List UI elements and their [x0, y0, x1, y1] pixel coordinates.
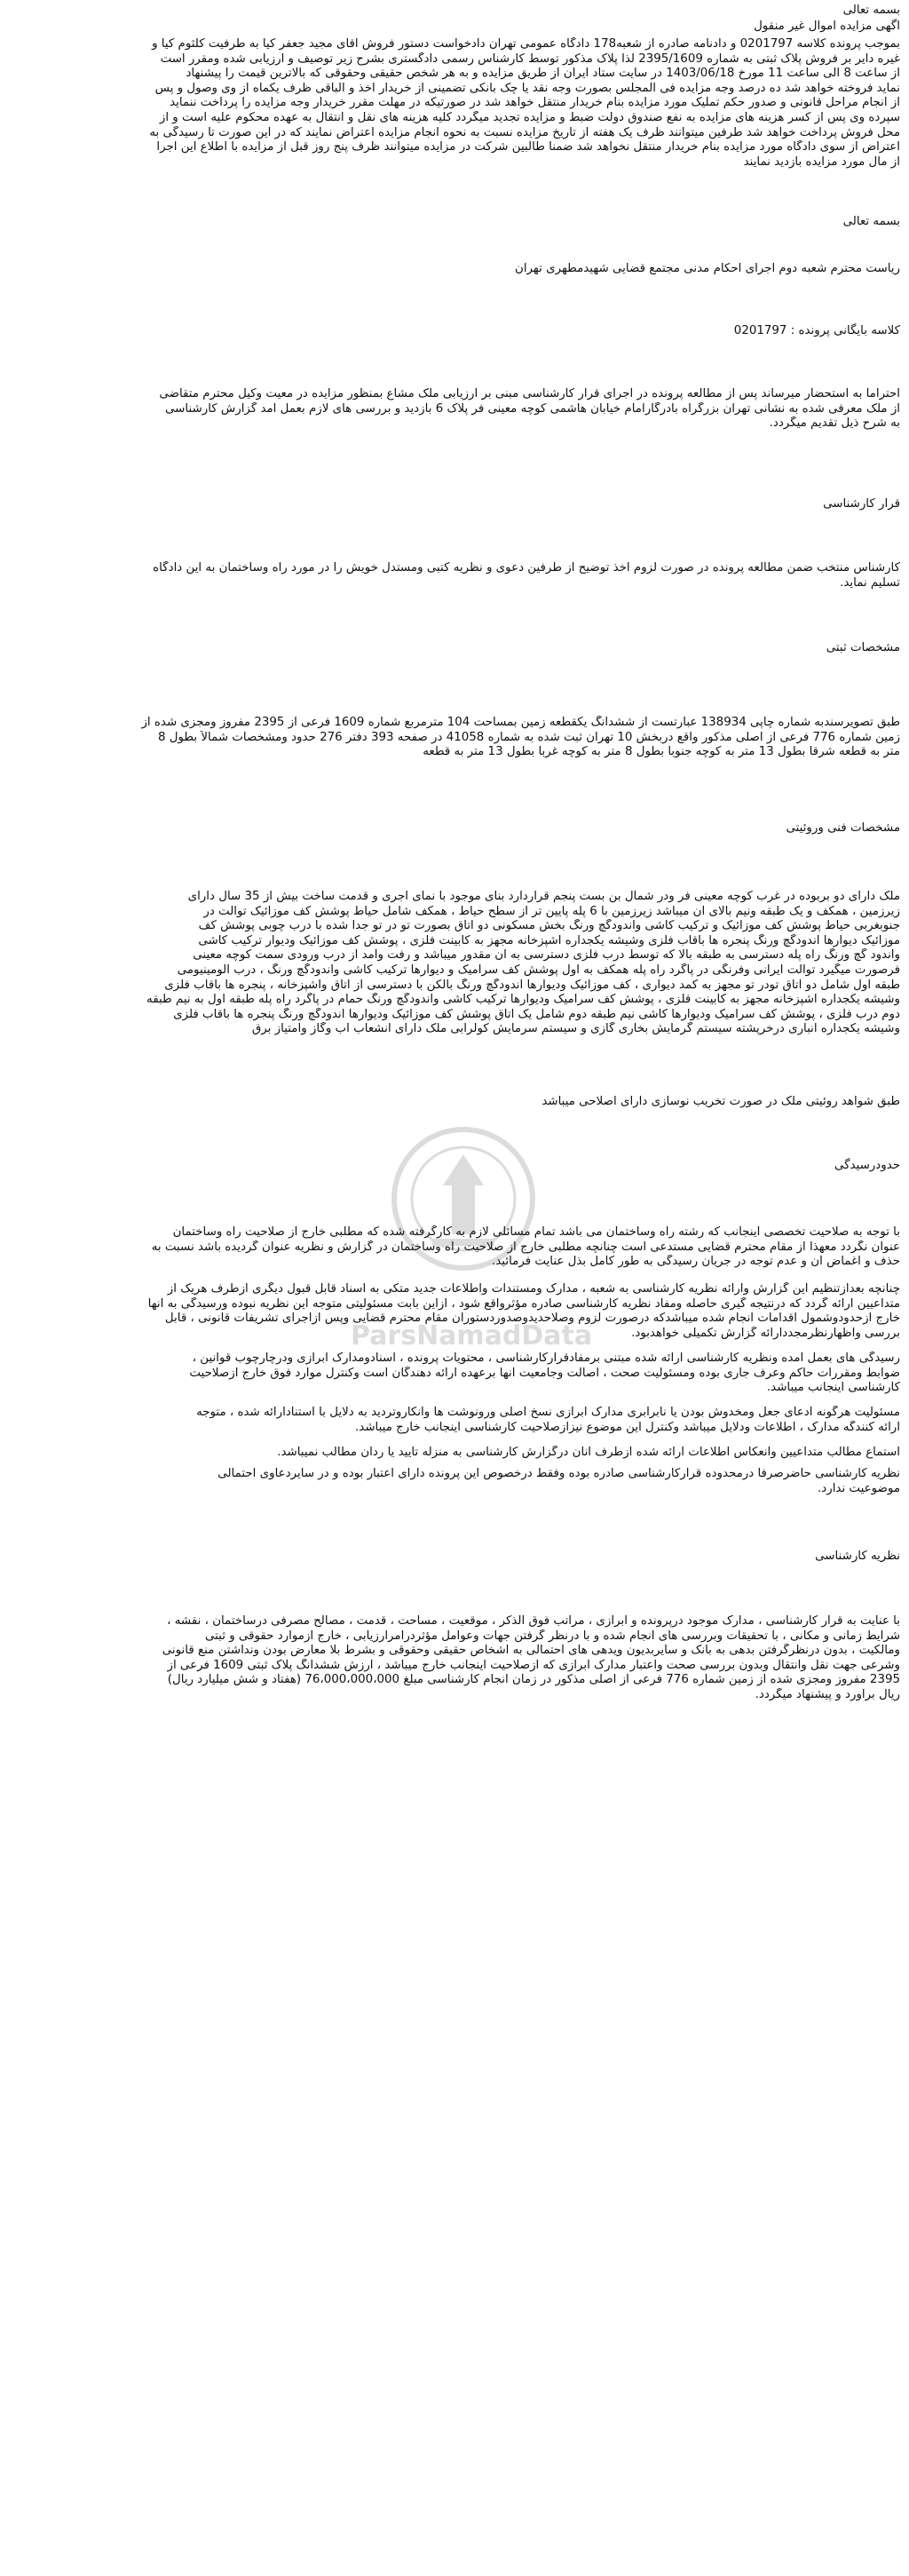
text-line: از ساعت 8 الی ساعت 11 مورخ 1403/06/18 در سایت ستاد ایران از طریق مزایده و به هر شخص حقیقی وحقوقی که بالاترین قیمت را پیشنهاد [186, 67, 900, 81]
top-heading: بسمه تعالی [842, 4, 900, 17]
text-line: ارائه کنندگه مدارک ، اطلاعات ودلایل میباشد وکنترل این موضوع نیزازصلاحیت کارشناسی اینجانب خارج میباشد. [355, 1420, 900, 1434]
text-line: شرایط زمانی و مکانی ، با تحقیقات وبررسی های انجام شده و با درنظر گرفتن جهات وعوامل مؤثردرامرارزیابی ، خارج ازموارد حقوقی و ثبتی [204, 1629, 900, 1643]
text-line: نظریه کارشناسی حاضرصرفاً درمحدوده قرارکارشناسی صادره بوده وفقط درخصوص این پرونده دارای اعتبار بوده و در سایردعاوی احتمالی [217, 1467, 900, 1480]
section-heading-scope: حدودرسیدگی [834, 1159, 900, 1172]
scope-paragraph-4 [7, 1406, 900, 1435]
text-line: طبق تصویرسندبه شماره چاپی 138934 عبارتست از ششدانگ یکقطعه زمین بمساحت 104 مترمربع شماره 1609 فرعی از 2395 مفروز ومجزی شده از [141, 716, 900, 729]
text-line: بموجب پرونده کلاسه 0201797 و دادنامه صادره از شعبه178 دادگاه عمومی تهران دادخواست دستور فروش آقای مجید جعفر کیا به طرفیت کلثوم کیا و [152, 37, 900, 51]
second-heading: بسمه تعالی [842, 215, 900, 228]
section-heading-order: قرار کارشناسی [823, 497, 900, 511]
text-line: زمین شماره 776 فرعی از اصلی مذکور واقع دربخش 10 تهران ثبت شده به شماره 41058 در صفحه 393 دفتر 276 حدود ومشخصات شمالاً بطول 8 [157, 730, 900, 744]
text-line: وشیشه یکجداره آشپزخانه مجهز به کابینت فلزی ، پوشش کف سرامیک ودیوارها ترکیب کاشی واندودگچ ورنگ حمام در پاگرد راه پله طبقه اول به نیم طبقه [146, 993, 900, 1007]
text-line: 2395 مفروز ومجزی شده از زمین شماره 776 فرعی از اصلی مذکور در زمان انجام کارشناسی مبلغ 76،000،000،000 (هفتاد و شش میلیارد ریال) [167, 1673, 900, 1687]
technical-note: طبق شواهد روئیتی ملک در صورت تخریب نوسازی دارای اصلاحی میباشد [541, 1095, 900, 1108]
text-line: مسئولیت هرگونه ادعای جعل ومخدوش بودن یا نابرابری مدارک ابرازی نسخ اصلی ورونوشت ها وانکاروتردید به دلایل با استنادارائه شده ، متوجه [196, 1406, 900, 1419]
order-paragraph [7, 561, 900, 590]
text-line: متداعیین ارائه گردد که درنتیجه گیری حاصله ومفاد نظریه کارشناسی صادره مؤثرواقع شود ، ازاین بابت مسئولیتی متوجه این نظریه نبوده ورسیدگی به آنها [147, 1296, 900, 1311]
text-line: جنوبغربی حیاط پوشش کف موزائیک و ترکیب کاشی واندودگچ ورنگ بخش مسکونی دو اتاق بصورت تو در تو جدا شده با درب چوبی پوشش کف [198, 919, 900, 933]
text-line: نماید فروخته خواهد شد ده درصد وجه مزایده فی المجلس بصورت وجه نقد یا چک بانکی تضمینی از خریدار اخذ و الباقی ظرف یکماه از وی وصول و پس [154, 81, 900, 95]
text-line: عنوان نگردد معهذا از مقام محترم قضایی مستدعی است چنانچه مطلبی خارج از صلاحیت راه وساختمان در گزارش و نظریه عنوان گردیده باشد نسبت به [151, 1240, 900, 1254]
text-line: ملک دارای دو بربوده در غرب کوچه معینی فر ودر شمال بن بست پنجم قراردارد بنای موجود با نمای آجری و قدمت ساخت بیش از 35 سال دارای [187, 890, 900, 903]
text-line: وشرعی جهت نقل وانتقال وبدون بررسی صحت واعتبار مدارک ابرازی که ازصلاحیت اینجانب خارج میباشد ، ارزش ششدانگ پلاک ثبتی 1609 فرعی از [167, 1658, 900, 1672]
preamble-paragraph [7, 387, 900, 432]
text-line: وشیشه یکجداره انباری درخرپشته سیستم گرمایش بخاری گازی و سیستم سرمایش کولرآبی ملک دارای انشعاب آب وگاز وامتیاز برق [251, 1022, 900, 1036]
text-line: از انجام مراحل قانونی و صدور حکم تملیک مورد مزایده بنام خریدار منتقل خواهد شد در صورتیکه در مهلت مقرر خریدار وجه مزایده را پرداخت ننماید [170, 96, 900, 110]
opinion-paragraph [7, 1614, 900, 1703]
registry-paragraph [7, 716, 900, 760]
text-line: غیره دایر بر فروش پلاک ثبتی به شماره 2395/1609 لذا پلاک مذکور توسط کارشناس رسمی دادگستری بشرح زیر توصیف و ارزیابی شده ومقرر است [160, 52, 900, 66]
text-line: فرصورت میگیرد توالت ایرانی وفرنگی در پاگرد راه پله همکف به اول پوشش کف سرامیک و دیوارها ترکیب کاشی واندودگچ ورنگ ، درب آلومینیومی [177, 963, 900, 977]
text-line: چنانچه بعدازتنظیم این گزارش وارائه نظریه کارشناسی به شعبه ، مدارک ومستندات واطلاعات جدید متکی به اسناد قابل قبول دیگری ازطرف هریک از [167, 1282, 900, 1296]
intro-paragraph [7, 37, 900, 170]
scope-paragraph-1 [7, 1225, 900, 1270]
addressee: ریاست محترم شعبه دوم اجرای احکام مدنی مجتمع قضایی شهیدمطهری تهران [514, 262, 900, 275]
section-heading-registry: مشخصات ثبتی [826, 641, 900, 654]
scope-paragraph-6 [7, 1467, 900, 1496]
text-line: دوم درب فلزی ، پوشش کف سرامیک ودیوارها کاشی نیم طبقه دوم شامل یک اتاق پوشش کف موزائیک ودیوارها اندودگچ ورنگ پنجره ها باقاب فلزی [173, 1007, 900, 1021]
text-line: کارشناسی اینجانب میباشد. [766, 1381, 900, 1395]
text-line: به شرح ذیل تقدیم میگردد. [769, 416, 900, 431]
section-heading-opinion: نظریه کارشناسی [815, 1550, 900, 1563]
text-line: واندود گچ ورنگ راه پله دسترسی به طبقه بالا که توسط درب فلزی دسترسی به آن مقدور میباشد و رفت وآمد از درب ورودی سمت کوچه معینی [193, 948, 900, 963]
text-line: استماع مطالب متداعیین وانعکاس اطلاعات ارائه شده ازطرف آنان درگزارش کارشناسی به منزله تایید یا ردآن مطالب نمیباشد. [277, 1446, 900, 1459]
text-line: بررسی واظهارنظرمجددارائه گزارش تکمیلی خواهدبود. [631, 1326, 900, 1340]
text-line: ریال برآورد و پیشنهاد میگردد. [755, 1687, 900, 1701]
ad-title: اگهی مزایده اموال غیر منقول [754, 20, 900, 33]
section-heading-technical: مشخصات فنی وروئیتی [786, 821, 900, 835]
text-line: اعتراض از سوی دادگاه مورد مزایده بنام خریدار منتقل نخواهد شد ضمنا طالبین شرکت در مزایده میتوانند ظرف پنج روز قبل از مزایده با اطلاع این اجرا [156, 140, 900, 155]
scope-paragraph-2 [7, 1282, 900, 1341]
text-line: احتراماً به استحضار میرساند پس از مطالعه پرونده در اجرای قرار کارشناسی مبنی بر ارزیابی ملک مشاع بمنظور مزایده در معیت وکیل محترم متقاضی [159, 387, 900, 400]
text-line: سپرده وی پس از کسر هزینه های مزایده به نفع صندوق دولت ضبط و مزایده تجدید میگردد کلیه هزینه های نقل و انتقال به عهده محکوم علیه است و از [159, 110, 900, 124]
scope-paragraph-3 [7, 1351, 900, 1396]
text-line: محل فروش پرداخت خواهد شد طرفین میتوانند ظرف یک هفته از تاریخ مزایده نسبت به نحوه انجام مزایده اعتراض نمایند که در این صورت تا رسیدگی به [149, 125, 900, 139]
text-line: طبقه اول شامل دو اتاق تودر تو مجهز به کمد دیواری ، کف موزائیک ودیوارها اندودگچ ورنگ بالکن با دسترسی از اتاق وآشپزخانه ، پنجره ها باقاب فلزی [164, 978, 900, 992]
watermark-brand: ParsNamadData [351, 1320, 593, 1351]
text-line: تسلیم نماید. [840, 575, 900, 590]
text-line: رسیدگی های بعمل آمده ونظریه کارشناسی ارائه شده مبتنی برمفادقرارکارشناسی ، محتویات پرونده ، اسنادومدارک ابرازی ودرچارچوب قوانین ، [192, 1351, 900, 1365]
technical-paragraph [7, 890, 900, 1037]
text-line: موضوعیت ندارد. [818, 1481, 900, 1495]
text-line: ومالکیت ، بدون درنظرگرفتن بدهی به بانک و سایربدیون ویدهی های احتمالی به اشخاص حقیقی وحقوقی و بشرط بلا معارض بودن ونداشتن منع قانونی [162, 1644, 900, 1658]
text-line: ضوابط ومقررات حاکم وعرف جاری بوده ومسئولیت صحت ، اصالت وجامعیت آنها برعهده ارائه دهندگان است وکنترل موارد فوق خارج ازصلاحیت [189, 1366, 900, 1380]
text-line: زیرزمین ، همکف و یک طبقه ونیم بالای آن میباشد زیرزمین با 6 پله پایین تر از سطح حیاط ، همکف شامل حیاط پوشش کف موزائیک توالت در [203, 904, 900, 918]
text-line: خارج ازحدودوشمول اقدامات انجام شده میباشدکه درصورت لزوم وصلاحدیدوصدوردستورآن مقام محترم قضایی وپس ازاجرای تشریفات قانونی ، قابل [164, 1312, 900, 1326]
text-line: حذف و اغماض آن و عدم توجه در جریان رسیدگی به طور کامل بذل عنایت فرمائید. [492, 1255, 900, 1269]
scope-paragraph-5 [7, 1446, 900, 1461]
text-line: کارشناس منتخب ضمن مطالعه پرونده در صورت لزوم اخذ توضیح از طرفین دعوی و نظریه کتبی ومستدل خویش را در مورد راه وساختمان به این دادگاه [153, 561, 900, 575]
text-line: متر به قطعه شرقاً بطول 13 متر به کوچه جنوباً بطول 8 متر به کوچه غرباً بطول 13 متر به قطعه [423, 745, 900, 759]
text-line: از ملک معرفی شده به نشانی تهران بزرگراه بادرگارامام خیابان هاشمی کوچه معینی فر پلاک 6 بازدید و بررسی های لازم بعمل آمد گزارش کارشناسی [165, 401, 900, 416]
text-line: با عنایت به قرار کارشناسی ، مدارک موجود درپرونده و ابرازی ، مراتب فوق الذکر ، موقعیت ، مساحت ، قدمت ، مصالح مصرفی درساختمان ، نقشه ، [167, 1614, 900, 1628]
text-line: موزائیک دیوارها اندودگچ ورنگ پنجره ها باقاب فلزی وشیشه یکجداره آشپزخانه مجهز به کابینت فلزی ، پوشش کف موزائیک ودیوار ترکیب کاشی [198, 933, 900, 947]
text-line: از مال مورد مزایده بازدید نمایند [743, 155, 900, 169]
file-class-number: کلاسه بایگانی پرونده : 0201797 [733, 324, 900, 337]
text-line: با توجه به صلاحیت تخصصی اینجانب که رشته راه وساختمان می باشد تمام مسائلی لازم به کارگرفته شده که مطلبی خارج از صلاحیت راه وساختمان [172, 1225, 900, 1239]
